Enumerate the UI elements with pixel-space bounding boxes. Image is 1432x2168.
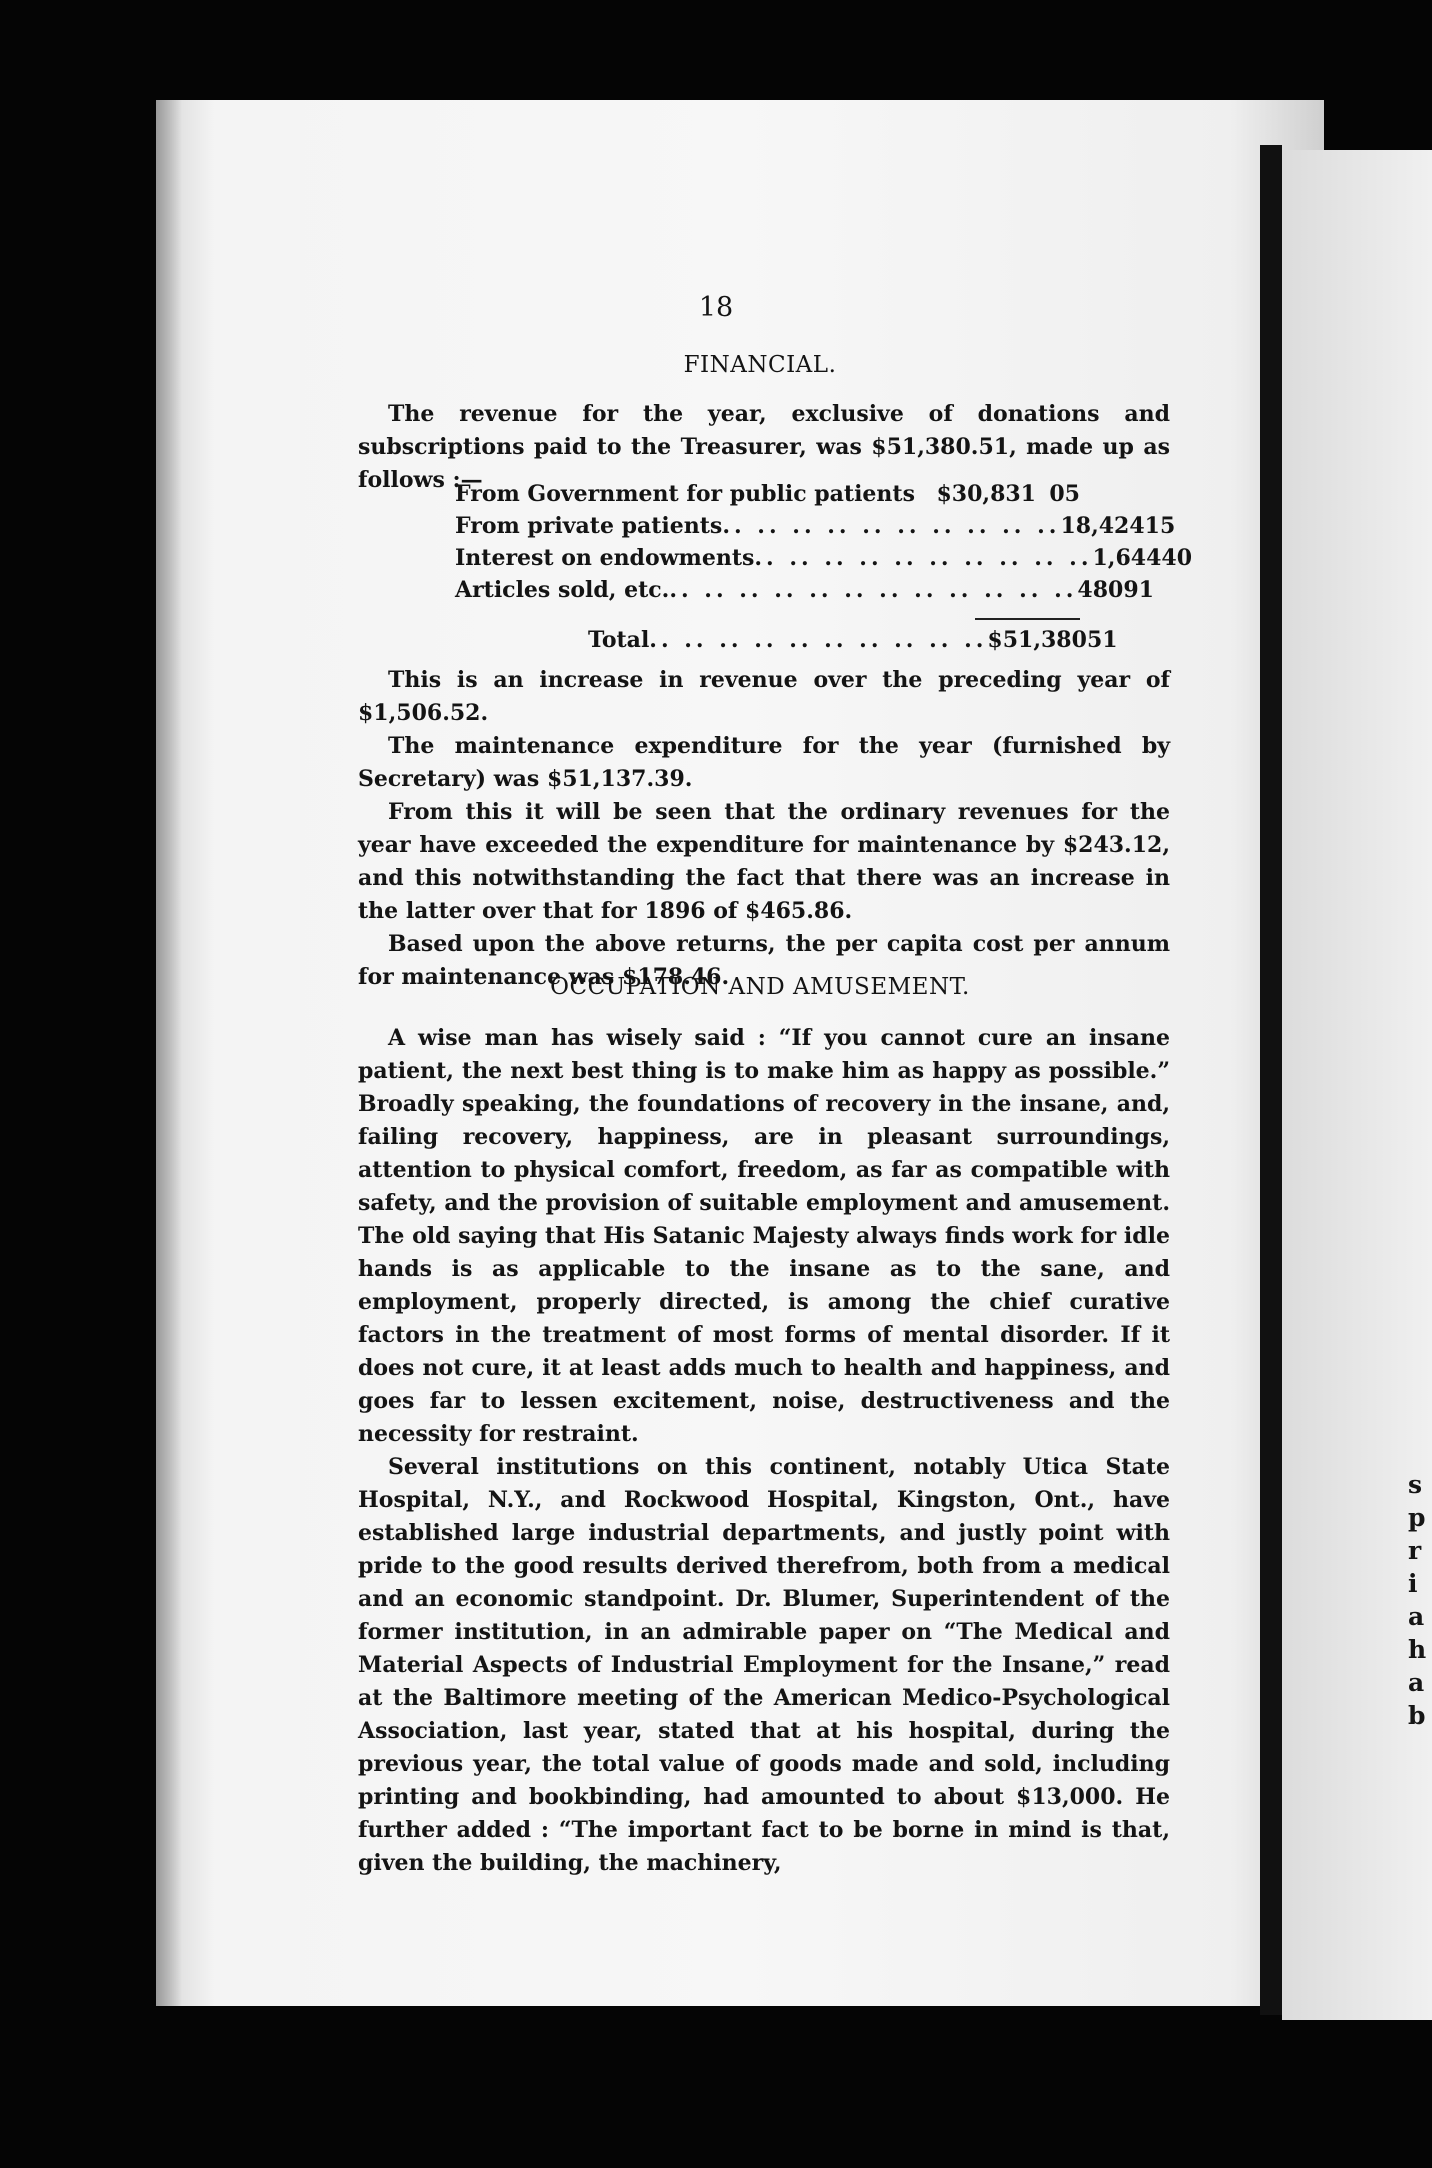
total-label: Total	[588, 627, 650, 653]
fragment-line: i	[1408, 1569, 1418, 1598]
occupation-heading: OCCUPATION AND AMUSEMENT.	[550, 974, 970, 1000]
page-number: 18	[698, 292, 734, 323]
revenue-amount: 480	[1077, 577, 1124, 603]
paragraph: The revenue for the year, exclusive of donations and subscriptions paid to the Treasurer, was $51,380.51, made up as follows :—	[358, 401, 1170, 493]
total-row	[588, 624, 1118, 656]
fragment-line: a	[1408, 1668, 1425, 1697]
revenue-amount: 18,424	[1060, 513, 1145, 539]
revenue-row	[455, 478, 1080, 510]
revenue-total	[588, 624, 1118, 656]
fragment-line: s	[1408, 1470, 1423, 1499]
occupation-body	[358, 1022, 1170, 1880]
leader-dots: .. .. .. .. .. .. .. .. .. ..	[754, 545, 1093, 571]
paragraph: The maintenance expenditure for the year (furnished by Secretary) was $51,137.39.	[358, 733, 1170, 792]
paragraph: From this it will be seen that the ordinary revenues for the year have exceeded the expenditure for maintenance by $243.12, and this notwithstanding the fact that there was an increase in the latter over that for 1896 of $465.86.	[358, 799, 1170, 924]
total-amount: $51,380	[987, 627, 1087, 653]
revenue-cents: 40	[1161, 545, 1193, 571]
paragraph: This is an increase in revenue over the preceding year of $1,506.52.	[358, 667, 1170, 726]
revenue-amount: 1,644	[1092, 545, 1162, 571]
total-rule	[975, 618, 1080, 620]
revenue-row	[455, 510, 1176, 542]
leader-dots: .. .. .. .. .. .. .. .. .. ..	[649, 627, 988, 653]
revenue-cents: 05	[1049, 481, 1080, 507]
page-edge-shadow	[156, 100, 182, 2006]
paragraph: A wise man has wisely said : “If you cannot cure an insane patient, the next best thing is to make him as happy as possible.” Broadly speaking, the foundations of recovery in the insane, and, failing recovery, happiness, are in pleasant surroundings, attention to physical comfort, freedom, as far as compatible with safety, and the provision of suitable employment and amusement. The old saying that His Satanic Majesty always finds work for idle hands is as applicable to the insane as to the sane, and employment, properly directed, is among the chief curative factors in the treatment of most forms of mental disorder. If it does not cure, it at least adds much to health and happiness, and goes far to lessen excitement, noise, destructiveness and the necessity for restraint.	[358, 1025, 1170, 1447]
adjacent-page	[1282, 150, 1432, 2020]
fragment-line: b	[1408, 1701, 1426, 1730]
adjacent-page-fragment	[1408, 1468, 1432, 1732]
revenue-amount: $30,831	[936, 481, 1036, 507]
fragment-line: r	[1408, 1536, 1422, 1565]
revenue-label: Articles sold, etc.	[455, 577, 670, 603]
fragment-line: h	[1408, 1635, 1427, 1664]
total-cents: 51	[1086, 627, 1118, 653]
fragment-line: a	[1408, 1602, 1425, 1631]
paragraph: Based upon the above returns, the per capita cost per annum for maintenance was $178.46.	[358, 931, 1170, 990]
revenue-label: Interest on endowments	[455, 545, 755, 571]
fragment-line: p	[1408, 1503, 1426, 1532]
revenue-cents: 91	[1123, 577, 1154, 603]
leader-dots: .. .. .. .. .. .. .. .. .. ..	[722, 513, 1061, 539]
revenue-label: From private patients	[455, 513, 723, 539]
paragraph: Several institutions on this continent, notably Utica State Hospital, N.Y., and Rockwood Hospital, Kingston, Ont., have established large industrial departments, and justly point with pride to the good results derived therefrom, both from a medical and an economic standpoint. Dr. Blumer, Superintendent of the former institution, in an admirable paper on “The Medical and Material Aspects of Industrial Employment for the Insane,” read at the Baltimore meeting of the American Medico-Psychological Association, last year, stated that at his hospital, during the previous year, the total value of goods made and sold, including printing and bookbinding, had amounted to about $13,000. He further added : “The important fact to be borne in mind is that, given the building, the machinery,	[358, 1454, 1170, 1876]
revenue-cents: 15	[1144, 513, 1176, 539]
financial-body	[358, 664, 1170, 994]
book-spine	[1260, 145, 1282, 2015]
financial-heading: FINANCIAL.	[683, 352, 837, 378]
leader-dots: .. .. .. .. .. .. .. .. .. .. .. ..	[669, 577, 1078, 603]
revenue-row	[455, 542, 1193, 574]
revenue-label: From Government for public patients	[455, 481, 915, 507]
revenue-table	[455, 478, 1193, 606]
revenue-row	[455, 574, 1154, 606]
